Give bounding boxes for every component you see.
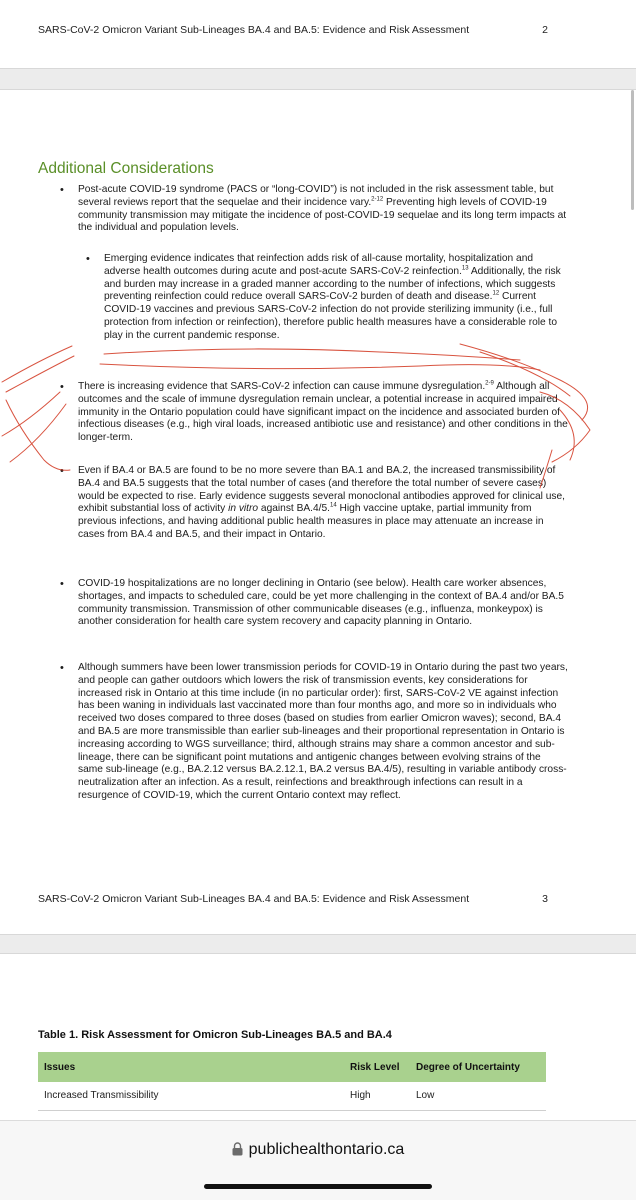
bullet-text: There is increasing evidence that SARS-CoV-2 infection can cause immune dysregulation. xyxy=(78,381,486,392)
bullet-italic: in vitro xyxy=(228,503,259,515)
list-item xyxy=(78,662,568,803)
page-header-number: 2 xyxy=(542,24,548,36)
column-header: Risk Level xyxy=(344,1052,410,1082)
section-heading: Additional Considerations xyxy=(38,160,214,177)
table-cell: Low xyxy=(410,1082,546,1110)
bullet-text: Current COVID-19 vaccines and previous SARS-CoV-2 infection do not provide sterilizing immunity (i.e., full protection from infection or reinfection), therefore public health measures have a considerable role to play in the current pandemic response. xyxy=(104,291,558,341)
list-item xyxy=(78,381,568,445)
citation: 12 xyxy=(492,291,500,297)
table-cell: High xyxy=(344,1082,410,1110)
url-text: publichealthontario.ca xyxy=(248,1141,405,1158)
page-separator xyxy=(0,68,636,90)
column-header: Issues xyxy=(38,1052,344,1082)
page-header-number: 3 xyxy=(542,893,548,905)
bullet-text: Although all outcomes and the scale of immune dysregulation remain unclear, a potential increase in acquired impaired immunity in the Ontario population could have significant impact on the incidence and associated burden of infectious diseases (e.g., high viral loads, increased antibiotic use and resistance) and other conditions in the longer-term. xyxy=(78,381,568,444)
bullet-text: against BA.4/5. xyxy=(258,503,331,515)
list-item xyxy=(78,184,568,235)
url-display[interactable] xyxy=(0,1141,636,1161)
list-item xyxy=(78,465,568,542)
table-title: Table 1. Risk Assessment for Omicron Sub-Lineages BA.5 and BA.4 xyxy=(38,1029,392,1041)
lock-icon xyxy=(232,1142,243,1161)
column-header: Degree of Uncertainty xyxy=(410,1052,546,1082)
citation: 14 xyxy=(330,503,337,509)
bullet-text: Although summers have been lower transmission periods for COVID-19 in Ontario during the past two years, and people can gather outdoors which lowers the risk of transmission events, key considerations for increased risk in Ontario at this time include (in no particular order): first, SARS-CoV-2 VE against infection has been waning in individuals last vaccinated more than four months ago, and more so in individuals who received two doses compared to three doses (based on studies from earlier Omicron waves); second, BA.4 and BA.5 are more transmissible than earlier sub-lineages and their proportional representation in Ontario is increasing according to WGS surveillance; third, although strains may share a common ancestor and sub-lineage, there can be significant point mutations and antigenic changes between evolving strains of the same sub-lineage (e.g., BA.2.12 versus BA.2.12.1, BA.2 versus BA.4/5), resulting in variable antibody cross-neutralization after an infection. As a result, reinfections and breakthrough infections can result in a resurgence of COVID-19, which the current Ontario context may reflect. xyxy=(78,662,568,801)
list-item xyxy=(104,253,566,343)
bullet-text: Preventing high levels of COVID-19 community transmission may mitigate the incidence of post-COVID-19 sequelae and its long term impacts at the individual and population levels. xyxy=(78,196,567,234)
citation: 2-9 xyxy=(485,380,494,387)
risk-table xyxy=(38,1052,546,1111)
page-header-title: SARS-CoV-2 Omicron Variant Sub-Lineages BA.4 and BA.5: Evidence and Risk Assessment xyxy=(38,24,470,36)
page-header xyxy=(0,0,636,68)
page-separator xyxy=(0,934,636,954)
page-header-title: SARS-CoV-2 Omicron Variant Sub-Lineages BA.4 and BA.5: Evidence and Risk Assessment xyxy=(38,893,470,905)
table-header-row xyxy=(38,1052,546,1082)
table-row xyxy=(38,1082,546,1110)
list-item xyxy=(78,578,568,629)
bullet-text: Even if BA.4 or BA.5 are found to be no more severe than BA.1 and BA.2, the increased transmissibility of BA.4 and BA.5 suggests that the total number of cases (and therefore the total number of severe cases) would be expected to rise. Early evidence suggests several monoclonal antibodies approved for clinical use, exhibit substantial loss of activity xyxy=(78,465,566,515)
bullet-text: COVID-19 hospitalizations are no longer declining in Ontario (see below). Health care worker absences, shortages, and impacts to scheduled care, could be yet more challenging in the context of BA.4 and/or BA.5 community transmission. Transmission of other communicable diseases (e.g., influenza, monkeypox) is another consideration for health care system recovery and capacity planning in Ontario. xyxy=(78,578,564,628)
bullet-text: Additionally, the risk and burden may increase in a graded manner according to the number of infections, which suggests preventing reinfection could reduce overall SARS-CoV-2 burden of death and disease. xyxy=(104,265,561,303)
citation: 13 xyxy=(461,265,469,272)
bullet-text: Emerging evidence indicates that reinfection adds risk of all-cause mortality, hospitalization and adverse health outcomes during acute and post-acute SARS-CoV-2 reinfection. xyxy=(104,253,534,277)
bullet-text: High vaccine uptake, partial immunity from previous infections, and having additional public health measures in place may attenuate an increase in cases from BA.4 and BA.5, and their impact in Ontario. xyxy=(78,503,544,540)
scrollbar-thumb[interactable] xyxy=(631,90,634,210)
citation: 2-12 xyxy=(371,196,384,203)
bullet-text: Post-acute COVID-19 syndrome (PACS or “long-COVID”) is not included in the risk assessment table, but several reviews report that the sequelae and their incidence vary. xyxy=(78,184,554,208)
home-indicator[interactable] xyxy=(204,1184,432,1189)
table-cell: Increased Transmissibility xyxy=(38,1082,344,1110)
